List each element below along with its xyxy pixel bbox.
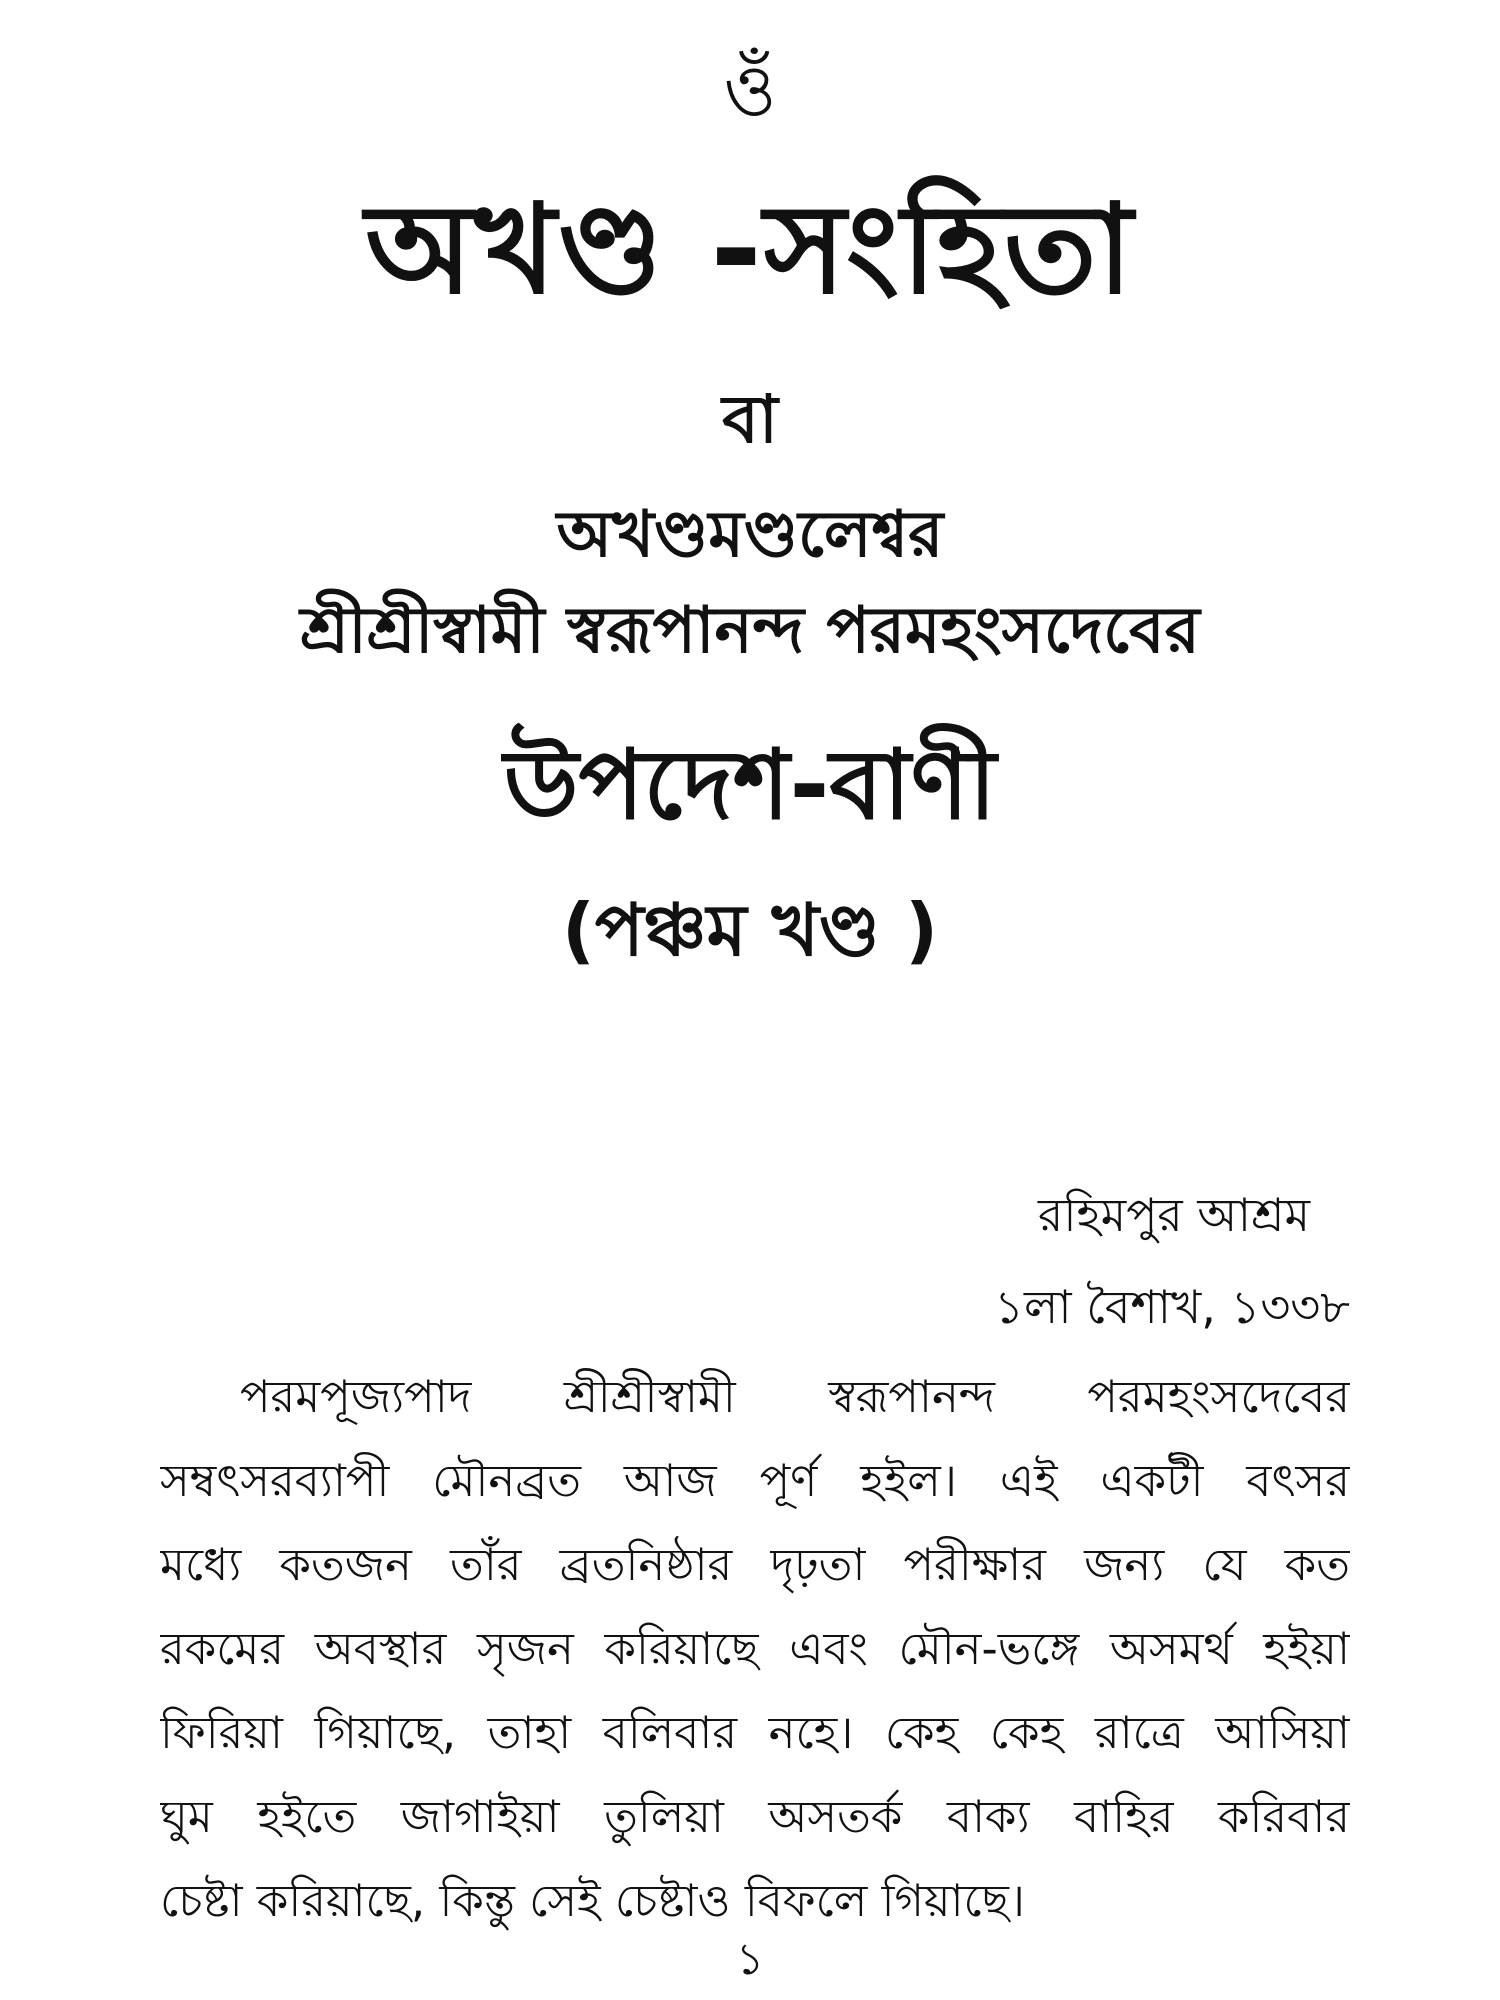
paragraph-line: রকমের অবস্থার সৃজন করিয়াছে এবং মৌন-ভঙ্গে অসমর্থ হইয়া xyxy=(160,1622,1350,1675)
book-title: অখণ্ড -সংহিতা xyxy=(365,178,1135,322)
title-conjunction: বা xyxy=(722,381,778,458)
paragraph-line: ঘুম হইতে জাগাইয়া তুলিয়া অসতর্ক বাক্য বাহির করিবার xyxy=(160,1790,1350,1843)
paragraph-line: চেষ্টা করিয়াছে, কিন্তু সেই চেষ্টাও বিফলে গিয়াছে। xyxy=(160,1874,1025,1927)
author-name: শ্রীশ্রীস্বামী স্বরূপানন্দ পরমহংসদেবের xyxy=(300,594,1200,668)
paragraph-line: মধ্যে কতজন তাঁর ব্রতনিষ্ঠার দৃঢ়তা পরীক্ষার জন্য যে কত xyxy=(160,1538,1350,1591)
paragraph-line: পরমপূজ্যপাদ শ্রীশ্রীস্বামী স্বরূপানন্দ পরমহংসদেবের xyxy=(240,1370,1350,1423)
entry-place: রহিমপুর আশ্রম xyxy=(1038,1188,1310,1242)
entry-date: ১লা বৈশাখ, ১৩৩৮ xyxy=(994,1280,1350,1334)
paragraph-line: ফিরিয়া গিয়াছে, তাহা বলিবার নহে। কেহ কেহ রাত্রে আসিয়া xyxy=(160,1706,1350,1759)
book-subtitle: উপদেশ-বাণী xyxy=(503,729,997,841)
paragraph-line: সম্বৎসরব্যাপী মৌনব্রত আজ পূর্ণ হইল। এই একটী বৎসর xyxy=(160,1454,1350,1507)
page-number: ১ xyxy=(735,1934,765,1985)
author-epithet: অখণ্ডমণ্ডলেশ্বর xyxy=(556,498,944,572)
body-paragraph xyxy=(160,1355,1350,1943)
volume-label: (পঞ্চম খণ্ড ) xyxy=(561,888,939,972)
om-symbol: ওঁ xyxy=(723,48,777,132)
